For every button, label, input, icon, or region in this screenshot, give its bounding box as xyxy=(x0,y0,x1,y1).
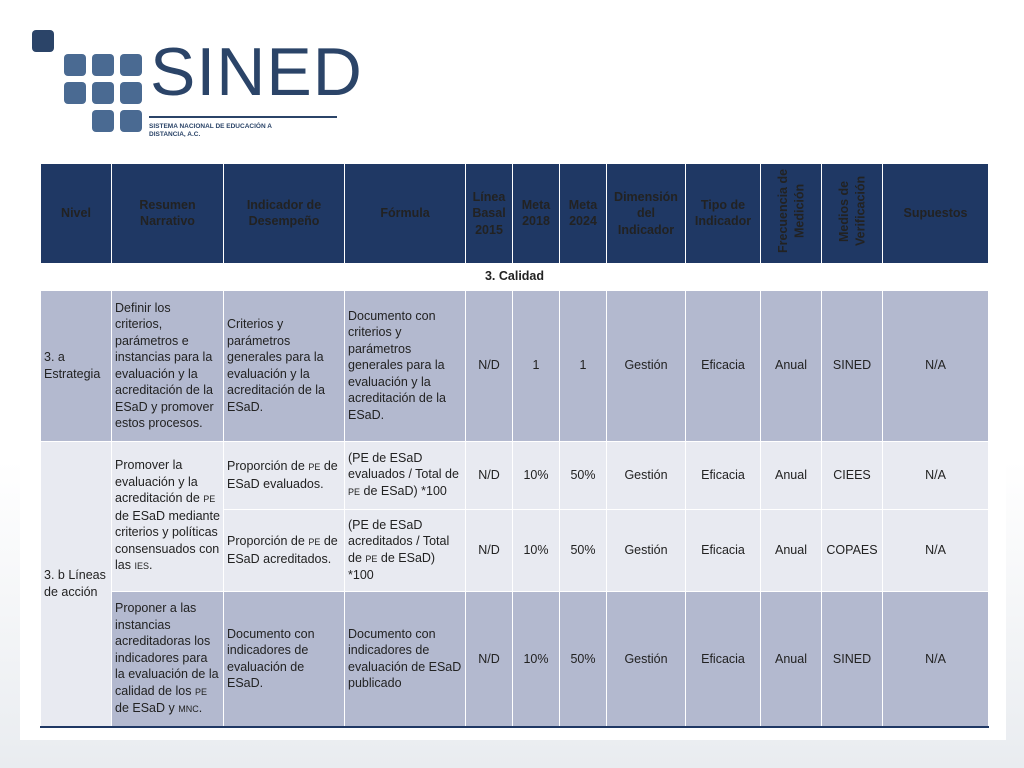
resumen-text: Proponer a las instancias acreditadoras los indicadores para la evaluación de la calidad de los xyxy=(115,601,219,698)
indicador-text: de ESaD evaluados. xyxy=(227,459,338,491)
logo-square xyxy=(64,54,86,76)
indicador-text: de ESaD acreditados. xyxy=(227,534,338,566)
cell-frecuencia: Anual xyxy=(761,290,822,441)
cell-linea: N/D xyxy=(466,591,513,727)
cell-tipo: Eficacia xyxy=(686,509,761,591)
resumen-text: . xyxy=(198,701,203,715)
logo-square xyxy=(64,82,86,104)
cell-meta-2018: 10% xyxy=(513,591,560,727)
resumen-text: de ESaD mediante criterios y políticas consensuados con las xyxy=(115,508,220,573)
cell-tipo: Eficacia xyxy=(686,441,761,509)
logo-square xyxy=(120,82,142,104)
header-frecuencia xyxy=(761,164,822,264)
abbr-pe: PE xyxy=(348,486,361,497)
cell-indicador xyxy=(224,441,345,509)
cell-linea: N/D xyxy=(466,441,513,509)
header-supuestos: Supuestos xyxy=(883,164,989,264)
cell-meta-2018: 10% xyxy=(513,509,560,591)
cell-dimension: Gestión xyxy=(607,509,686,591)
header-dimension: Dimensión del Indicador xyxy=(607,164,686,264)
abbr-pe: PE xyxy=(308,537,321,547)
cell-tipo: Eficacia xyxy=(686,290,761,441)
cell-medios: CIEES xyxy=(822,441,883,509)
header-meta-2018: Meta 2018 xyxy=(513,164,560,264)
header-indicador: Indicador de Desempeño xyxy=(224,164,345,264)
cell-dimension: Gestión xyxy=(607,591,686,727)
cell-meta-2018: 10% xyxy=(513,441,560,509)
cell-linea: N/D xyxy=(466,509,513,591)
resumen-text: Promover la evaluación y la acreditación de xyxy=(115,458,200,506)
cell-formula: Documento con criterios y parámetros generales para la evaluación y la acreditación de la ESaD. xyxy=(345,290,466,441)
cell-meta-2018: 1 xyxy=(513,290,560,441)
cell-supuestos: N/A xyxy=(883,591,989,727)
cell-nivel: 3. b Líneas de acción xyxy=(41,441,112,727)
sined-logo xyxy=(32,30,363,142)
indicator-table xyxy=(40,163,989,728)
cell-supuestos: N/A xyxy=(883,441,989,509)
cell-indicador: Documento con indicadores de evaluación de ESaD. xyxy=(224,591,345,727)
abbr-pe: PE xyxy=(203,494,216,505)
header-frecuencia-label: Frecuencia de Medición xyxy=(775,168,806,254)
header-medios-label: Medios de Verificación xyxy=(836,175,867,247)
indicador-text: Proporción de xyxy=(227,459,305,473)
formula-text: (PE de ESaD acreditados / Total de xyxy=(348,517,450,565)
header-nivel: Nivel xyxy=(41,164,112,264)
logo-square xyxy=(32,30,54,52)
cell-frecuencia: Anual xyxy=(761,591,822,727)
cell-tipo: Eficacia xyxy=(686,591,761,727)
cell-indicador: Criterios y parámetros generales para la evaluación y la acreditación de la ESaD. xyxy=(224,290,345,441)
abbr-pe: PE xyxy=(194,686,207,697)
logo-square xyxy=(92,110,114,132)
logo-square xyxy=(120,110,142,132)
logo-wordmark: SINED xyxy=(150,34,363,110)
logo-square xyxy=(120,54,142,76)
cell-medios: SINED xyxy=(822,290,883,441)
cell-formula xyxy=(345,441,466,509)
cell-resumen xyxy=(112,441,224,591)
cell-resumen: Definir los criterios, parámetros e instancias para la evaluación y la acreditación de la ESaD y promover estos procesos. xyxy=(112,290,224,441)
abbr-pe: PE xyxy=(308,462,321,472)
table-header-row xyxy=(41,164,989,264)
cell-meta-2024: 50% xyxy=(560,509,607,591)
header-resumen: Resumen Narrativo xyxy=(112,164,224,264)
indicador-text: Proporción de xyxy=(227,534,305,548)
header-tipo: Tipo de Indicador xyxy=(686,164,761,264)
logo-square xyxy=(92,82,114,104)
formula-text: (PE de ESaD evaluados / Total de xyxy=(348,450,459,482)
table-row xyxy=(41,591,989,727)
cell-formula: Documento con indicadores de evaluación de ESaD publicado xyxy=(345,591,466,727)
cell-supuestos: N/A xyxy=(883,290,989,441)
cell-medios: COPAES xyxy=(822,509,883,591)
logo-rule xyxy=(149,116,337,118)
formula-text: de ESaD) *100 xyxy=(348,550,436,582)
cell-formula xyxy=(345,509,466,591)
cell-medios: SINED xyxy=(822,591,883,727)
header-meta-2024: Meta 2024 xyxy=(560,164,607,264)
cell-meta-2024: 1 xyxy=(560,290,607,441)
cell-nivel: 3. a Estrategia xyxy=(41,290,112,441)
cell-indicador xyxy=(224,509,345,591)
abbr-pe: PE xyxy=(365,553,378,564)
header-formula: Fórmula xyxy=(345,164,466,264)
resumen-text: . xyxy=(148,558,153,573)
cell-meta-2024: 50% xyxy=(560,441,607,509)
table-row xyxy=(41,290,989,441)
section-row xyxy=(41,263,989,290)
cell-frecuencia: Anual xyxy=(761,441,822,509)
cell-linea: N/D xyxy=(466,290,513,441)
section-title: 3. Calidad xyxy=(41,263,989,290)
header-medios xyxy=(822,164,883,264)
cell-resumen xyxy=(112,591,224,727)
cell-supuestos: N/A xyxy=(883,509,989,591)
cell-dimension: Gestión xyxy=(607,290,686,441)
table-row xyxy=(41,441,989,509)
resumen-text: de ESaD y xyxy=(115,701,175,715)
logo-square xyxy=(92,54,114,76)
logo-subtitle: SISTEMA NACIONAL DE EDUCACIÓN A DISTANCIA, A.C. xyxy=(149,123,272,138)
cell-frecuencia: Anual xyxy=(761,509,822,591)
cell-dimension: Gestión xyxy=(607,441,686,509)
header-linea-basal: Línea Basal 2015 xyxy=(466,164,513,264)
abbr-mnc: MNC xyxy=(178,704,199,714)
cell-meta-2024: 50% xyxy=(560,591,607,727)
abbr-ies: IES xyxy=(134,561,149,572)
formula-text: de ESaD) *100 xyxy=(363,483,447,498)
